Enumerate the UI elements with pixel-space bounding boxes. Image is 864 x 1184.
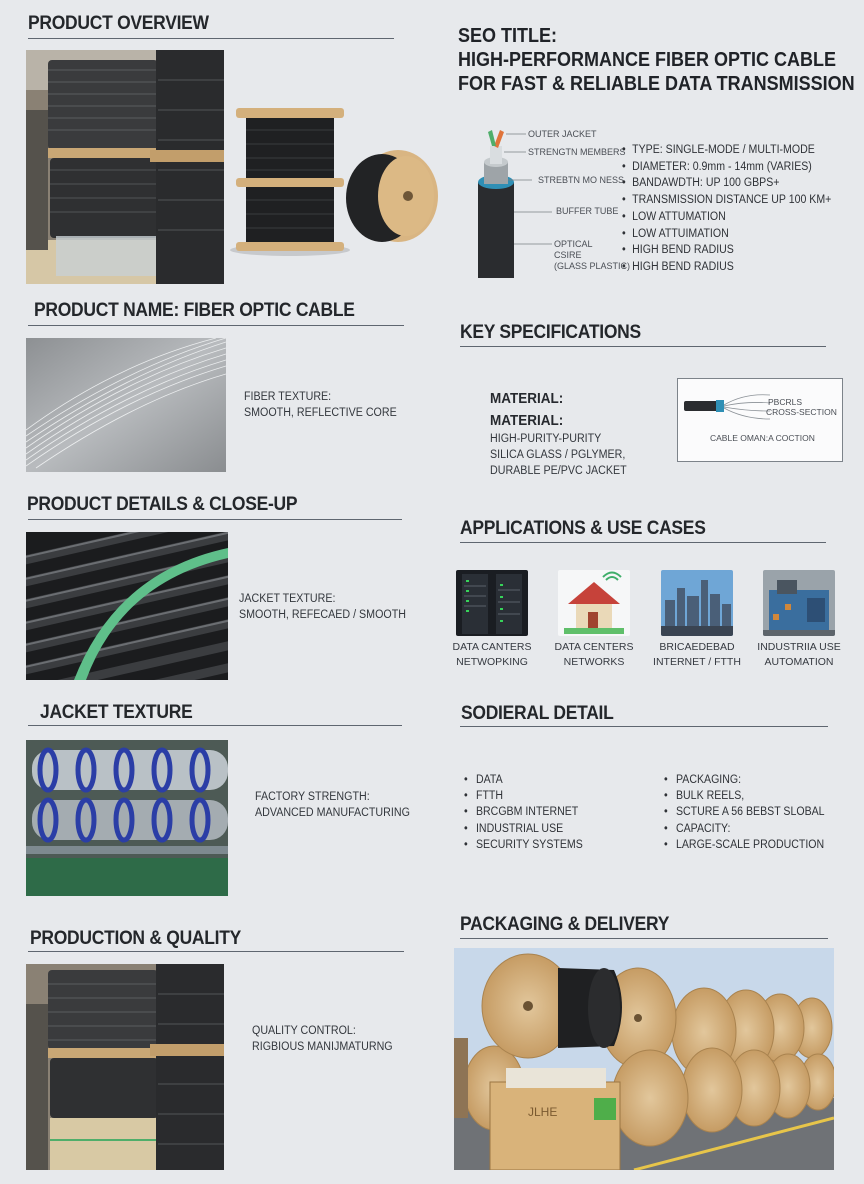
cable-structure-diagram [470,124,631,284]
material-heading [490,388,563,432]
label-core-line-3: (GLASS PLASTIC) [554,261,631,271]
quality-caption-value: RIGBIOUS MANIJMATURNG [252,1041,393,1053]
production-title: PRODUCTION & QUALITY [30,928,242,949]
app-caption-4 [744,640,854,670]
production-rule [28,951,404,952]
material-line-2: MATERIAL: [490,412,564,429]
detail-right-item: • LARGE-SCALE PRODUCTION [664,837,825,853]
fiber-texture-photo [26,338,226,472]
app-caption-1 [437,640,547,670]
fiber-texture-caption [244,389,397,421]
product-name-rule [28,325,404,326]
spec-bullets [622,142,831,276]
spec-item: • HIGH BEND RADIUS [622,259,831,276]
spools-photo [230,100,442,260]
label-core-line-2: CSIRE [554,250,582,260]
product-name-title: PRODUCT NAME: FIBER OPTIC CABLE [34,300,355,321]
factory-caption-label: FACTORY STRENGTH: [255,791,370,803]
spec-item: • TRANSMISSION DISTANCE UP 100 KM+ [622,192,831,209]
box-label: JLHE [528,1105,558,1119]
jacket-texture-rule [28,725,402,726]
details-rule [28,519,402,520]
factory-photo [26,740,228,896]
seo-line-1: HIGH-PERFORMANCE FIBER OPTIC CABLE [458,49,836,71]
overview-rule [28,38,394,39]
detail-list-right [664,772,825,853]
material-body-3: DURABLE PE/PVC JACKET [490,465,627,477]
app-caption-2 [539,640,649,670]
key-specs-rule [460,346,826,347]
material-body [490,431,627,479]
applications-title: APPLICATIONS & USE CASES [460,518,706,539]
spec-item: • BANDAWDTH: UP 100 GBPS+ [622,175,831,192]
app-caption-4-line-1: INDUSTRIIA USE [757,641,841,653]
jacket-caption [239,591,406,623]
home-network-icon [558,570,630,636]
app-caption-2-line-2: NETWORKS [563,656,625,668]
fiber-texture-value: SMOOTH, REFLECTIVE CORE [244,407,397,419]
spec-item: • HIGH BEND RADIUS [622,242,831,259]
factory-caption [255,789,410,821]
label-core-line-1: OPTICAL [554,239,593,249]
app-caption-1-line-1: DATA CANTERS [452,641,532,653]
industrial-image [763,570,835,636]
label-strength-2: STREBTN MO NESS [538,175,625,185]
jacket-caption-value: SMOOTH, REFECAED / SMOOTH [239,609,406,621]
quality-caption-label: QUALITY CONTROL: [252,1025,356,1037]
app-caption-2-line-1: DATA CENTERS [554,641,634,653]
spec-item: • TYPE: SINGLE-MODE / MULTI-MODE [622,142,831,159]
key-specs-title: KEY SPECIFICATIONS [460,322,641,343]
app-caption-3 [642,640,752,670]
packaging-title: PACKAGING & DELIVERY [460,914,670,935]
spec-item: • LOW ATTUMATION [622,209,831,226]
label-outer-jacket: OUTER JACKET [528,129,597,139]
packaging-rule [460,938,828,939]
detail-right-item: • SCTURE A 56 BEBST SLOBAL [664,804,825,820]
quality-caption [252,1023,393,1055]
app-caption-4-line-2: AUTOMATION [764,656,834,668]
cable-closeup-photo [26,532,228,680]
material-body-2: SILICA GLASS / PGLYMER, [490,449,626,461]
cross-box-caption: CABLE OMAN:A COCTION [710,433,815,443]
detail-title: SODIERAL DETAIL [461,703,614,724]
overview-title: PRODUCT OVERVIEW [28,13,209,34]
material-body-1: HIGH-PURITY-PURITY [490,433,602,445]
detail-right-item: • CAPACITY: [664,821,825,837]
cross-section-box [677,378,843,462]
details-title: PRODUCT DETAILS & CLOSE-UP [27,494,298,515]
label-buffer-tube: BUFFER TUBE [556,206,619,216]
app-caption-3-line-2: INTERNET / FTTH [653,656,741,668]
detail-left-item: • DATA [464,772,583,788]
applications-rule [460,542,826,543]
detail-left-item: • SECURITY SYSTEMS [464,837,583,853]
seo-title-block [458,24,855,96]
fiber-texture-label: FIBER TEXTURE: [244,391,332,403]
detail-left-item: • FTTH [464,788,583,804]
spec-item: • DIAMETER: 0.9mm - 14mm (VARIES) [622,159,831,176]
city-broadband-image [661,570,733,636]
label-strength-members: STRENGTN MEMBERS [528,147,626,157]
seo-label: SEO TITLE: [458,25,557,47]
app-caption-1-line-2: NETWOPKING [456,656,528,668]
jacket-texture-title: JACKET TEXTURE [40,702,193,723]
detail-left-item: • INDUSTRIAL USE [464,821,583,837]
material-line-1: MATERIAL: [490,390,564,407]
label-optical-core [554,239,630,272]
cable-drums-photo [26,50,224,284]
cross-box-line-2: CROSS-SECTION [766,407,837,417]
packaging-delivery-photo [454,948,834,1170]
detail-right-item: • BULK REELS, [664,788,825,804]
cross-box-line-1: PBCRLS [768,397,803,407]
factory-caption-value: ADVANCED MANUFACTURING [255,807,410,819]
seo-line-2: FOR FAST & RELIABLE DATA TRANSMISSION [458,73,855,95]
jacket-caption-label: JACKET TEXTURE: [239,593,336,605]
data-center-image [456,570,528,636]
detail-right-item: • PACKAGING: [664,772,825,788]
production-drums-photo [26,964,224,1170]
app-caption-3-line-1: BRICAEDEBAD [659,641,735,653]
detail-left-item: • BRCGBM INTERNET [464,804,583,820]
detail-list-left [464,772,583,853]
spec-item: • LOW ATTUIMATION [622,226,831,243]
detail-rule [460,726,828,727]
